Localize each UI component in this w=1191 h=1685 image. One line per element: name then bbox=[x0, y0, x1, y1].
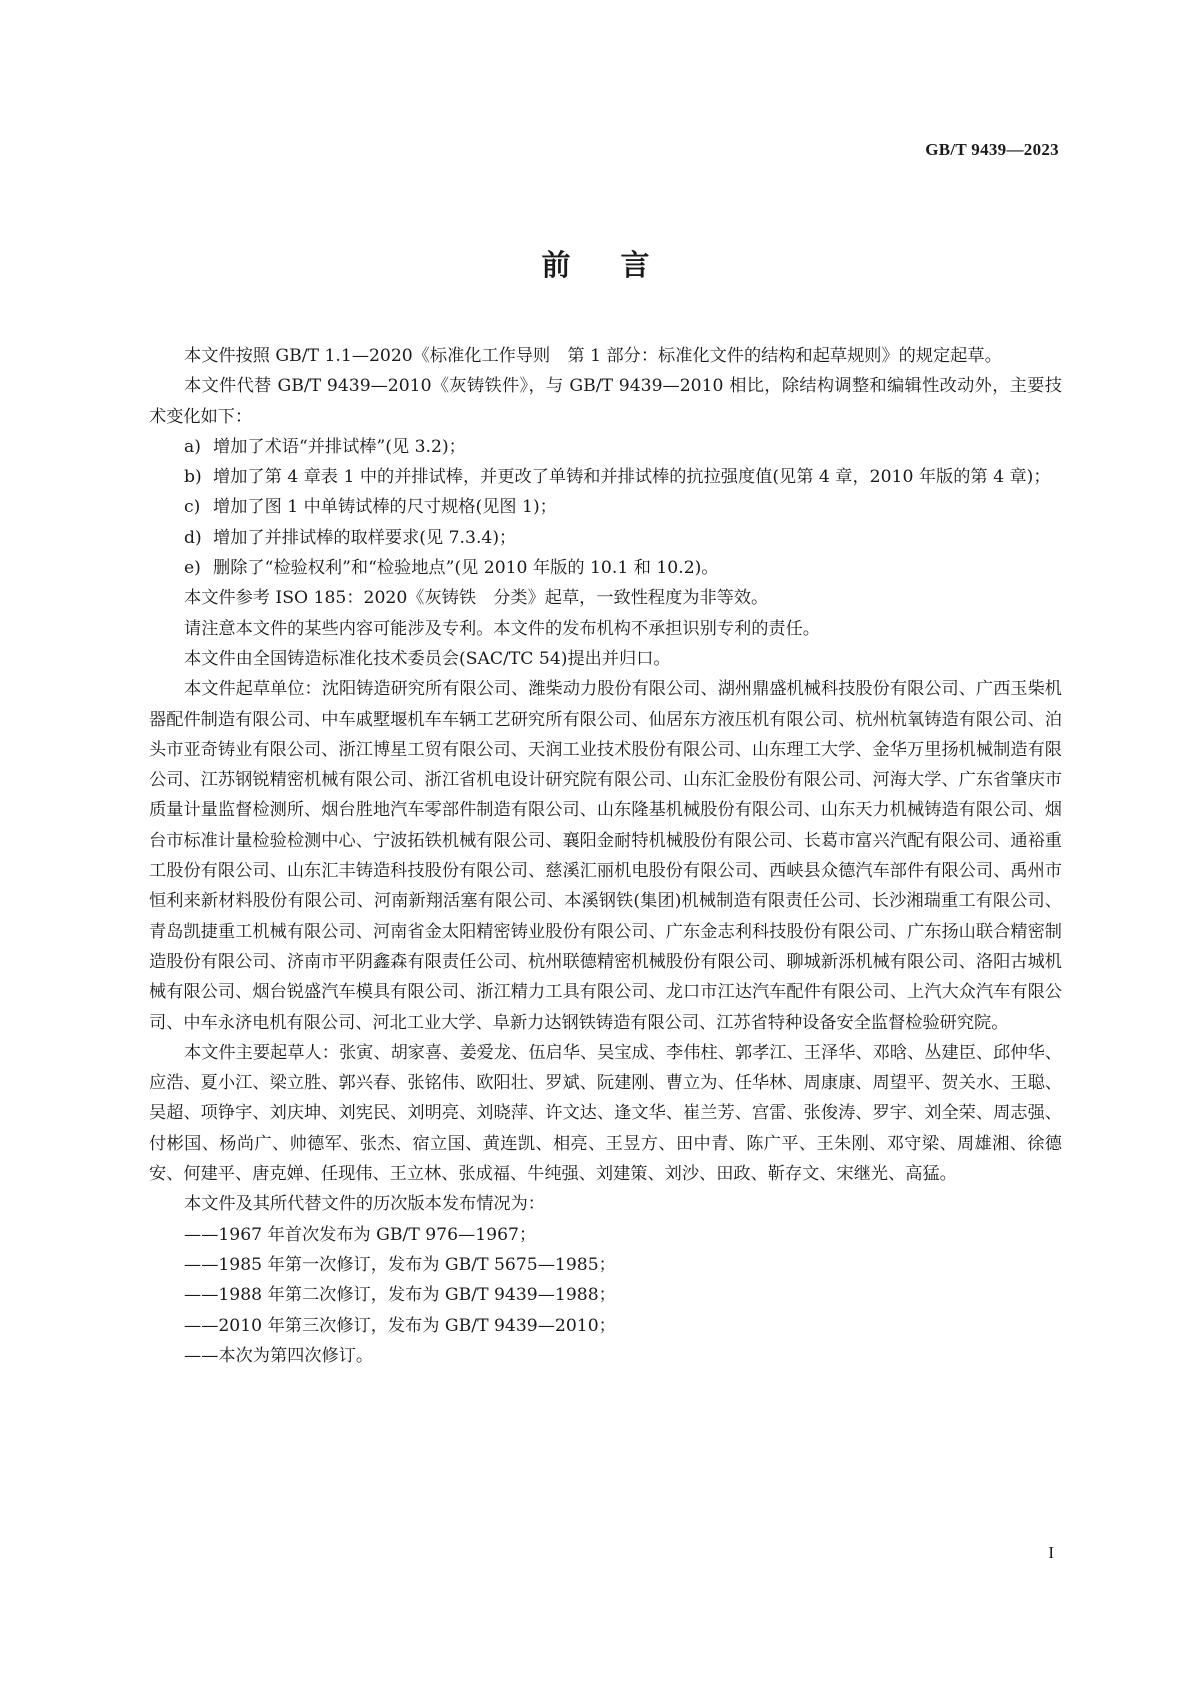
history-item: ——1988 年第二次修订，发布为 GB/T 9439—1988； bbox=[184, 1285, 616, 1306]
paragraph-iso-reference: 本文件参考 ISO 185：2020《灰铸铁 分类》起草，一致性程度为非等效。 bbox=[184, 588, 769, 609]
history-item: ——本次为第四次修订。 bbox=[184, 1345, 374, 1366]
history-item: ——2010 年第三次修订，发布为 GB/T 9439—2010； bbox=[184, 1315, 616, 1336]
paragraph-history-intro: 本文件及其所代替文件的历次版本发布情况为： bbox=[184, 1194, 545, 1215]
list-item bbox=[149, 492, 1062, 522]
paragraph-drafting-units: 本文件起草单位：沈阳铸造研究所有限公司、潍柴动力股份有限公司、湖州鼎盛机械科技股份有限公司、广西玉柴机器配件制造有限公司、中车戚墅堰机车车辆工艺研究所有限公司、仙居东方液压机有限公司、杭州杭氧铸造有限公司、泊头市亚奇铸业有限公司、浙江博星工贸有限公司、天润工业技术股份有限公司、山东理工大学、金华万里扬机械制造有限公司、江苏钢锐精密机械有限公司、浙江省机电设计研究院有限公司、山东汇金股份有限公司、河海大学、广东省肇庆市质量计量监督检测所、烟台胜地汽车零部件制造有限公司、山东隆基机械股份有限公司、山东天力机械铸造有限公司、烟台市标准计量检验检测中心、宁波拓铁机械有限公司、襄阳金耐特机械股份有限公司、长葛市富兴汽配有限公司、通裕重工股份有限公司、山东汇丰铸造科技股份有限公司、慈溪汇丽机电股份有限公司、西峡县众德汽车部件有限公司、禹州市恒利来新材料股份有限公司、河南新翔活塞有限公司、本溪钢铁(集团)机械制造有限责任公司、长沙湘瑞重工有限公司、青岛凯捷重工机械有限公司、河南省金太阳精密铸业股份有限公司、广东金志利科技股份有限公司、广东扬山联合精密制造股份有限公司、济南市平阴鑫森有限责任公司、杭州联德精密机械股份有限公司、聊城新泺机械有限公司、洛阳古城机械有限公司、烟台锐盛汽车模具有限公司、浙江精力工具有限公司、龙口市江达汽车配件有限公司、上汽大众汽车有限公司、中车永济电机有限公司、河北工业大学、阜新力达钢铁铸造有限公司、江苏省特种设备安全监督检验研究院。 bbox=[149, 679, 1062, 1033]
paragraph-patent-notice: 请注意本文件的某些内容可能涉及专利。本文件的发布机构不承担识别专利的责任。 bbox=[184, 618, 820, 639]
standard-number: GB/T 9439—2023 bbox=[925, 140, 1059, 159]
list-item-text: 增加了并排试棒的取样要求(见 7.3.4)； bbox=[213, 527, 517, 548]
list-item-label: d) bbox=[184, 527, 202, 548]
list-item bbox=[149, 432, 1062, 462]
page-title: 前言 bbox=[541, 248, 700, 282]
paragraph-replacement: 本文件代替 GB/T 9439—2010《灰铸铁件》，与 GB/T 9439—2010 相比，除结构调整和编辑性改动外，主要技术变化如下： bbox=[149, 376, 1062, 427]
list-item-label: a) bbox=[184, 436, 201, 457]
list-item-label: c) bbox=[184, 497, 201, 518]
list-item-label: e) bbox=[184, 558, 201, 579]
history-item: ——1967 年首次发布为 GB/T 976—1967； bbox=[184, 1224, 537, 1245]
list-item bbox=[149, 462, 1062, 492]
list-item-text: 增加了术语“并排试棒”(见 3.2)； bbox=[213, 436, 466, 457]
list-item bbox=[149, 553, 1062, 583]
page-number: I bbox=[1048, 1543, 1054, 1562]
paragraph-committee: 本文件由全国铸造标准化技术委员会(SAC/TC 54)提出并归口。 bbox=[184, 648, 671, 669]
history-item: ——1985 年第一次修订，发布为 GB/T 5675—1985； bbox=[184, 1254, 616, 1275]
list-item-text: 增加了图 1 中单铸试棒的尺寸规格(见图 1)； bbox=[213, 497, 557, 518]
list-item-label: b) bbox=[184, 467, 202, 488]
paragraph-drafters: 本文件主要起草人：张寅、胡家喜、姜爱龙、伍启华、吴宝成、李伟柱、郭孝江、王泽华、邓晗、丛建臣、邱仲华、应浩、夏小江、梁立胜、郭兴春、张铭伟、欧阳壮、罗斌、阮建刚、曹立为、任华林、周康康、周望平、贺关水、王聪、吴超、项铮宇、刘庆坤、刘宪民、刘明亮、刘晓萍、许文达、逢文华、崔兰芳、宫雷、张俊涛、罗宇、刘全荣、周志强、付彬国、杨尚广、帅德军、张杰、宿立国、黄连凯、相亮、王昱方、田中青、陈广平、王朱刚、邓守梁、周雄湘、徐德安、何建平、唐克婵、任现伟、王立林、张成福、牛纯强、刘建策、刘沙、田政、靳存文、宋继光、高猛。 bbox=[149, 1042, 1062, 1185]
list-item-text: 删除了“检验权利”和“检验地点”(见 2010 年版的 10.1 和 10.2)。 bbox=[213, 558, 719, 579]
list-item bbox=[149, 523, 1062, 553]
foreword-body bbox=[149, 341, 1062, 1371]
paragraph-drafting-rules: 本文件按照 GB/T 1.1—2020《标准化工作导则 第 1 部分：标准化文件的结构和起草规则》的规定起草。 bbox=[184, 346, 1002, 366]
list-item-text: 增加了第 4 章表 1 中的并排试棒，并更改了单铸和并排试棒的抗拉强度值(见第 4 章，2010 年版的第 4 章)； bbox=[213, 467, 1051, 488]
